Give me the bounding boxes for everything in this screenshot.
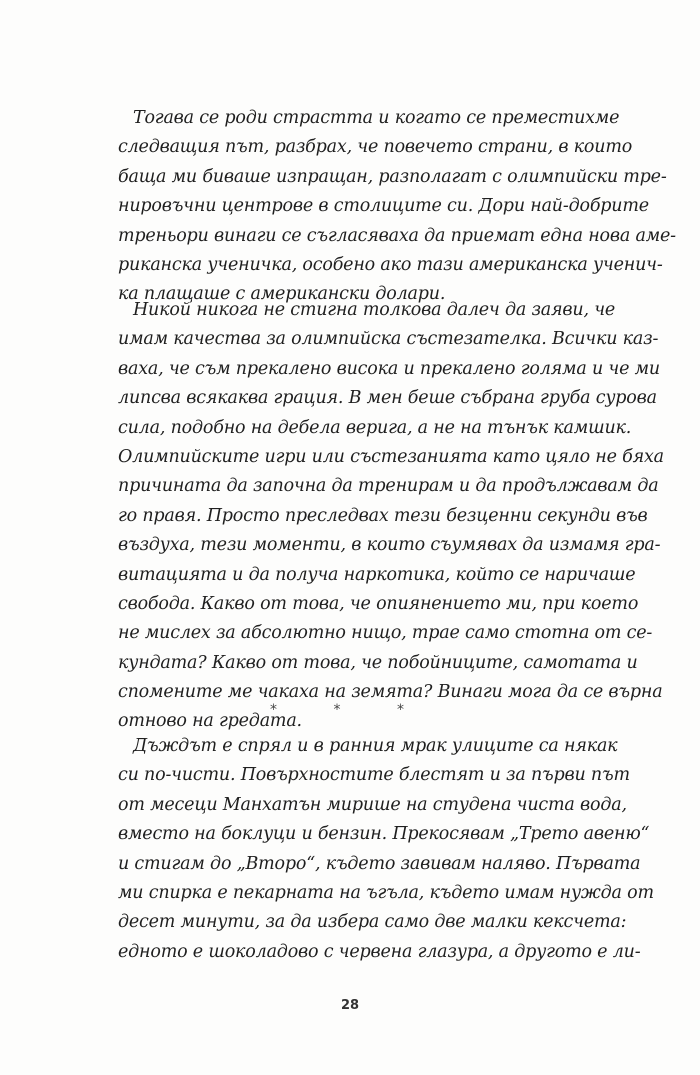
- text-line: кундата? Какво от това, че побойниците, самотата и: [118, 652, 638, 673]
- text-line: липсва всякаква грация. В мен беше събрана груба сурова: [118, 388, 657, 409]
- text-line: го правя. Просто преследвах тези безценни секунди във: [118, 505, 648, 526]
- text-line: сила, подобно на дебела верига, а не на тънък камшик.: [118, 417, 632, 438]
- text-line: следващия път, разбрах, че повечето страни, в които: [118, 137, 633, 158]
- page-number: 28: [340, 998, 360, 1013]
- text-line: ваха, че съм прекалено висока и прекалено голяма и че ми: [118, 358, 660, 379]
- paragraph-2: [118, 296, 664, 737]
- text-line: Олимпийските игри или състезанията като цяло не бяха: [118, 446, 664, 467]
- text-line: си по-чисти. Повърхностите блестят и за първи път: [118, 765, 630, 786]
- text-line: баща ми биваше изпращан, разполагат с олимпийски тре-: [118, 166, 667, 187]
- text-line: треньори винаги се съгласяваха да приемат една нова аме-: [118, 225, 676, 246]
- text-line: и стигам до „Второ“, където завивам наляво. Първата: [118, 853, 641, 874]
- text-line: ка плащаше с американски долари.: [118, 284, 446, 305]
- text-line: не мислех за абсолютно нищо, трае само стотна от се-: [118, 623, 653, 644]
- text-line: нировъчни центрове в столиците си. Дори най-добрите: [118, 196, 649, 217]
- text-line: отново на гредата.: [118, 711, 302, 732]
- text-line: вместо на боклуци и бензин. Прекосявам „Трето авеню“: [118, 824, 650, 845]
- text-line: имам качества за олимпийска състезателка. Всички каз-: [118, 329, 659, 350]
- text-line: десет минути, за да избера само две малки кексчета:: [118, 912, 627, 933]
- text-line: ми спирка е пекарната на ъгъла, където имам нужда от: [118, 882, 654, 903]
- text-line: едното е шоколадово с червена глазура, а другото е ли-: [118, 941, 641, 962]
- text-line: риканска ученичка, особено ако тази американска ученич-: [118, 254, 663, 275]
- text-line: Тогава се роди страстта и когато се преместихме: [133, 108, 620, 128]
- text-line: въздуха, тези моменти, в които съумявах да измамя гра-: [118, 535, 661, 556]
- text-line: Дъждът е спрял и в ранния мрак улиците са някак: [133, 736, 618, 756]
- text-line: Никой никога не стигна толкова далеч да заяви, че: [133, 300, 616, 320]
- text-line: витацията и да получа наркотика, който се наричаше: [118, 564, 636, 585]
- paragraph-3: [118, 732, 654, 967]
- text-line: от месеци Манхатън мирише на студена чиста вода,: [118, 794, 627, 815]
- text-line: причината да започна да тренирам и да продължавам да: [118, 476, 659, 497]
- text-line: спомените ме чакаха на земята? Винаги мога да се върна: [118, 682, 663, 703]
- section-separator: * * *: [270, 702, 430, 718]
- text-line: свобода. Какво от това, че опиянението ми, при което: [118, 593, 639, 614]
